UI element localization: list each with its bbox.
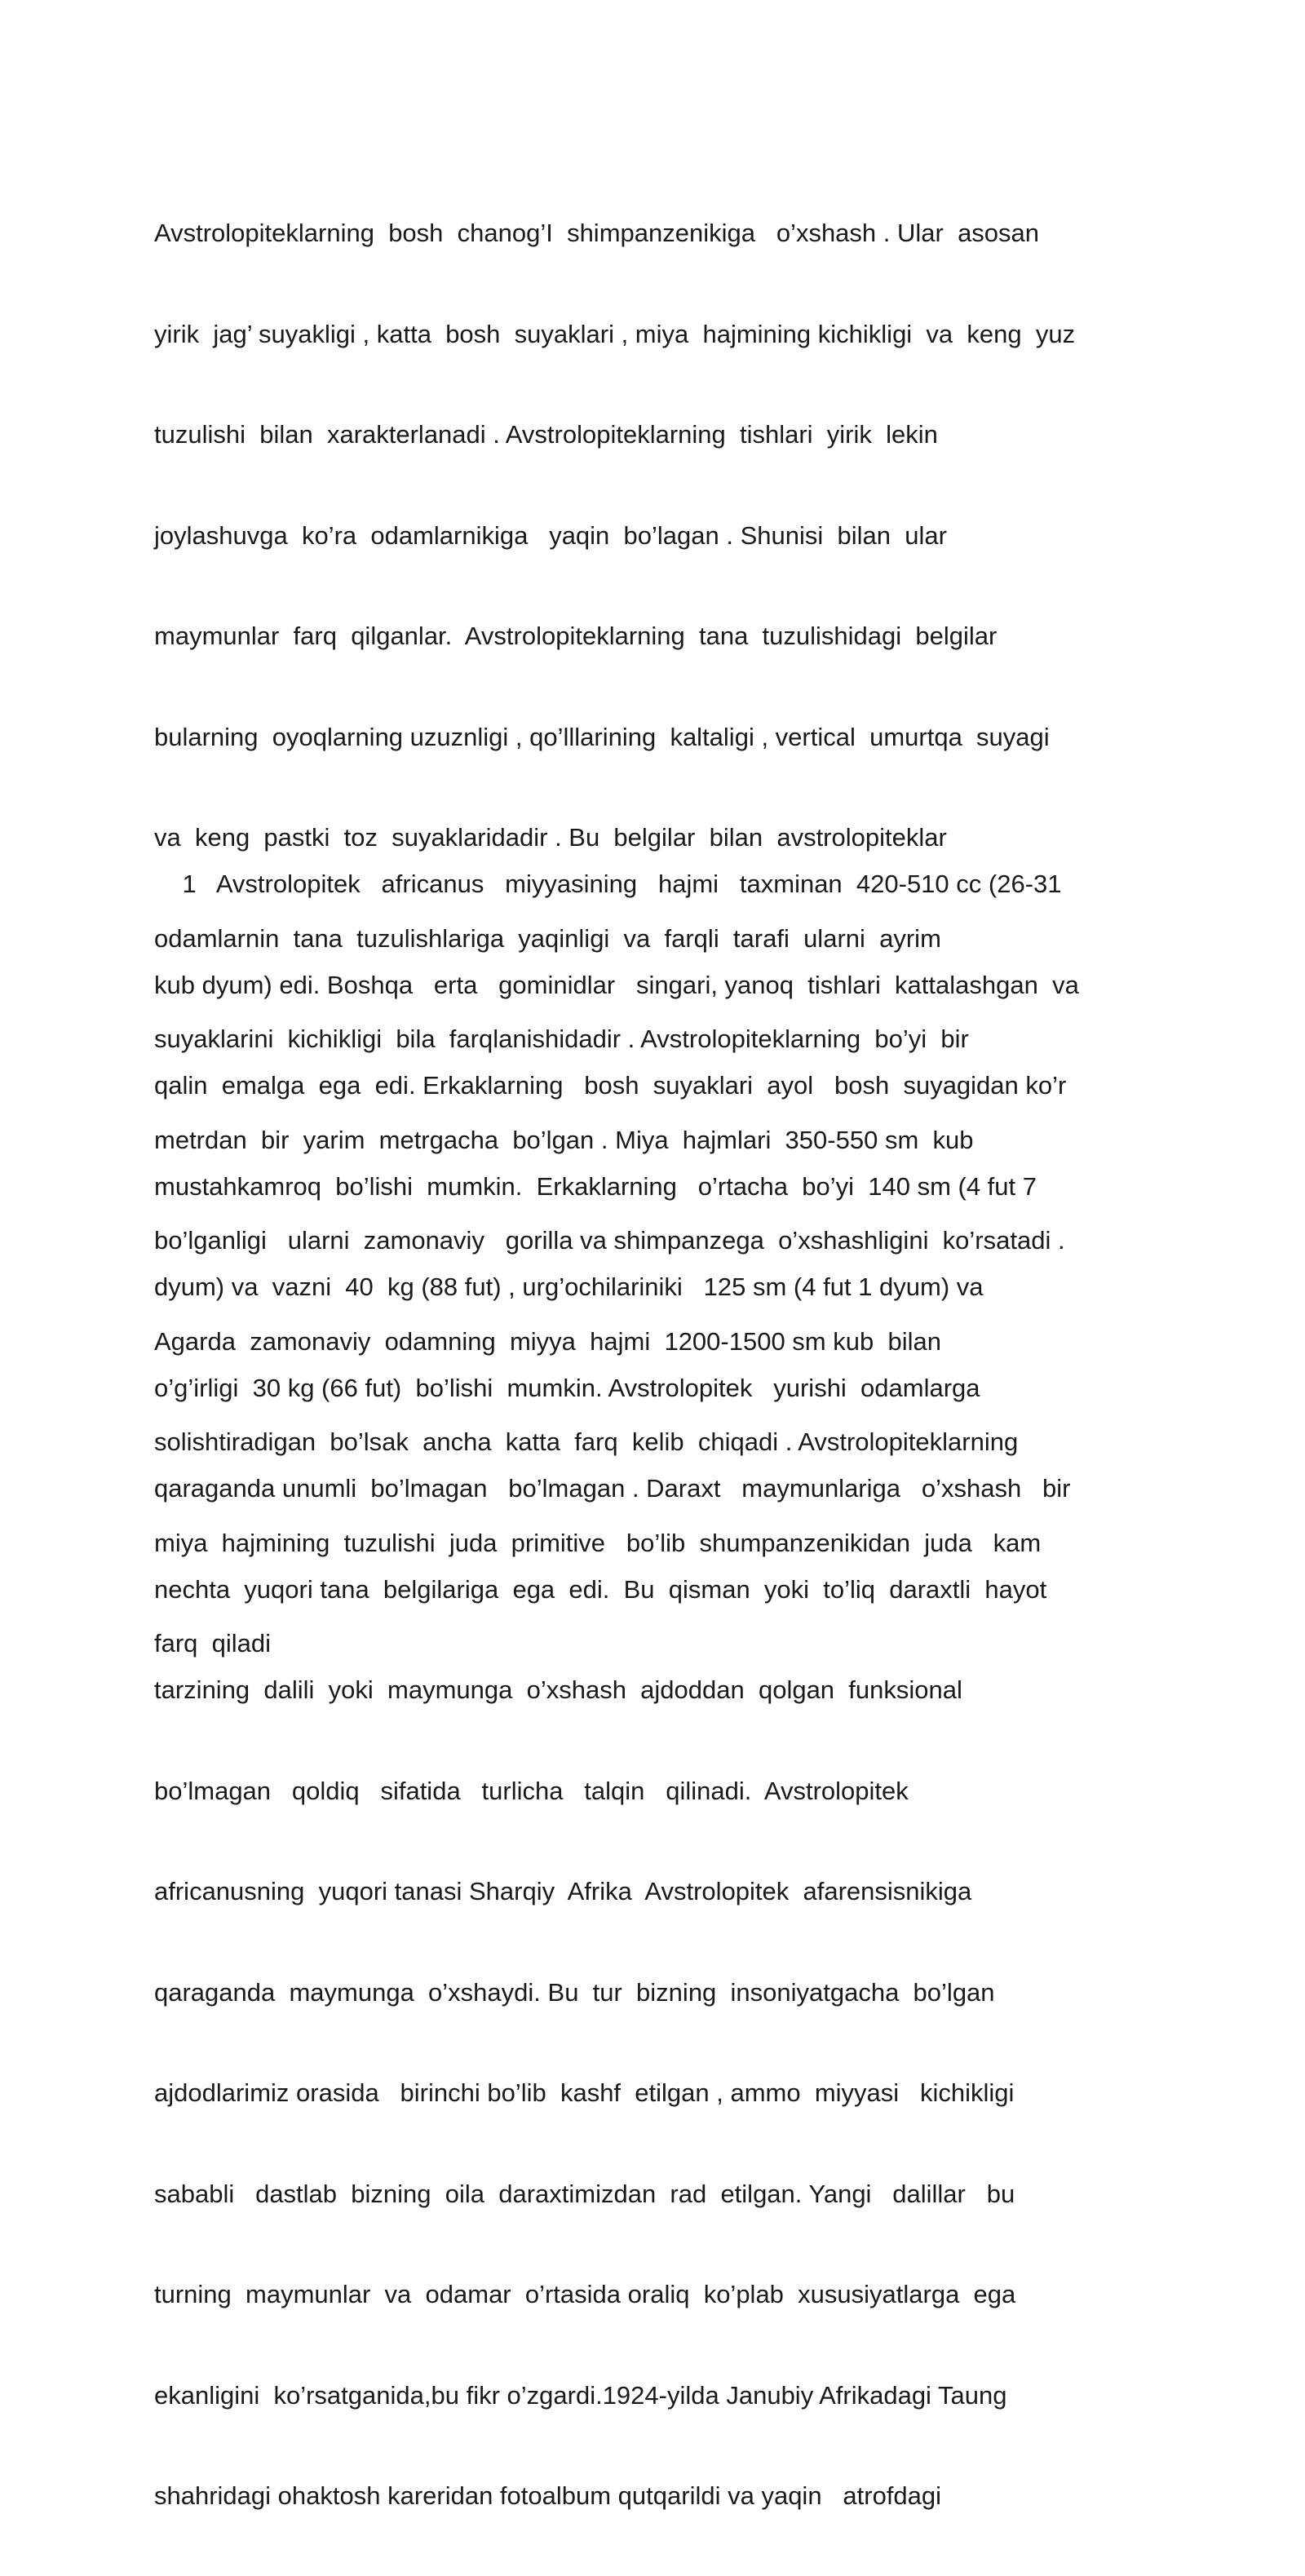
text-line: kub dyum) edi. Boshqa erta gominidlar singari, yanoq tishlari kattalashgan va (154, 970, 1079, 999)
text-line: dyum) va vazni 40 kg (88 fut) , urg’ochilariniki 125 sm (4 fut 1 dyum) va (154, 1273, 984, 1301)
text-line: bo’lmagan qoldiq sifatida turlicha talqin qilinadi. Avstrolopitek (154, 1776, 909, 1805)
text-line: bo’lganligi ularni zamonaviy gorilla va shimpanzega o’xshashligini ko’rsatadi . (154, 1226, 1065, 1255)
text-line: mustahkamroq bo’lishi mumkin. Erkaklarning o’rtacha bo’yi 140 sm (4 fut 7 (154, 1171, 1037, 1201)
text-line: va keng pastki toz suyaklaridadir . Bu belgilar bilan avstrolopiteklar (154, 823, 947, 852)
text-line: ekanligini ko’rsatganida,bu fikr o’zgardi.1924-yilda Janubiy Afrikadagi Taung (154, 2380, 1007, 2410)
text-line: qaraganda maymunga o’xshaydi. Bu tur bizning insoniyatgacha bo’lgan (154, 1977, 995, 2007)
text-line: tarzining dalili yoki maymunga o’xshash ajdoddan qolgan funksional (154, 1675, 962, 1704)
text-line: sababli dastlab bizning oila daraxtimizdan rad etilgan. Yangi dalillar bu (154, 2179, 1015, 2208)
text-line: qalin emalga ega edi. Erkaklarning bosh suyaklari ayol bosh suyagidan ko’r (154, 1071, 1067, 1100)
text-line: turning maymunlar va odamar o’rtasida oraliq ko’plab xususiyatlarga ega (154, 2280, 1016, 2308)
text-line: tuzulishi bilan xarakterlanadi . Avstrolopiteklarning tishlari yirik lekin (154, 420, 938, 449)
text-line: Avstrolopiteklarning bosh chanog’I shimpanzenikiga o’xshash . Ular asosan (154, 219, 1040, 247)
text-line: qaraganda unumli bo’lmagan bo’lmagan . Daraxt maymunlariga o’xshash bir (154, 1474, 1071, 1503)
text-line: 1 Avstrolopitek africanus miyyasining hajmi taxminan 420-510 cc (26-31 (154, 870, 1062, 898)
text-line: nechta yuqori tana belgilariga ega edi. Bu qisman yoki to’liq daraxtli hayot (154, 1574, 1047, 1604)
text-line: o’g’irligi 30 kg (66 fut) bo’lishi mumkin. Avstrolopitek yurishi odamlarga (154, 1373, 980, 1402)
text-line: yirik jag’ suyakligi , katta bosh suyaklari , miya hajmining kichikligi va keng yuz (154, 319, 1076, 348)
text-line: solishtiradigan bo’lsak ancha katta farq kelib chiqadi . Avstrolopiteklarning (154, 1427, 1019, 1456)
text-line: ajdodlarimiz orasida birinchi bo’lib kashf etilgan , ammo miyyasi kichikligi (154, 2078, 1015, 2107)
text-line: odamlarnin tana tuzulishlariga yaqinligi va farqli tarafi ularni ayrim (154, 923, 941, 953)
text-line: farq qiladi (154, 1629, 272, 1658)
text-line: suyaklarini kichikligi bila farqlanishidadir . Avstrolopiteklarning bo’yi bir (154, 1025, 969, 1053)
text-line: shahridagi ohaktosh kareridan fotoalbum qutqarildi va yaqin atrofdagi (154, 2481, 942, 2510)
text-line: bularning oyoqlarning uzuznligi , qo’lllarining kaltaligi , vertical umurtqa suyagi (154, 722, 1050, 751)
text-line: africanusning yuqori tanasi Sharqiy Afrika Avstrolopitek afarensisnikiga (154, 1877, 972, 1905)
text-line: metrdan bir yarim metrgacha bo’lgan . Miya hajmlari 350-550 sm kub (154, 1125, 974, 1154)
text-line: joylashuvga ko’ra odamlarnikiga yaqin bo’lagan . Shunisi bilan ular (154, 520, 947, 550)
text-line: miya hajmining tuzulishi juda primitive bo’lib shumpanzenikidan juda kam (154, 1528, 1042, 1557)
text-line: maymunlar farq qilganlar. Avstrolopiteklarning tana tuzulishidagi belgilar (154, 622, 998, 650)
text-line: Agarda zamonaviy odamning miyya hajmi 1200-1500 sm kub bilan (154, 1326, 941, 1356)
paragraph-africanus (154, 804, 1157, 2576)
